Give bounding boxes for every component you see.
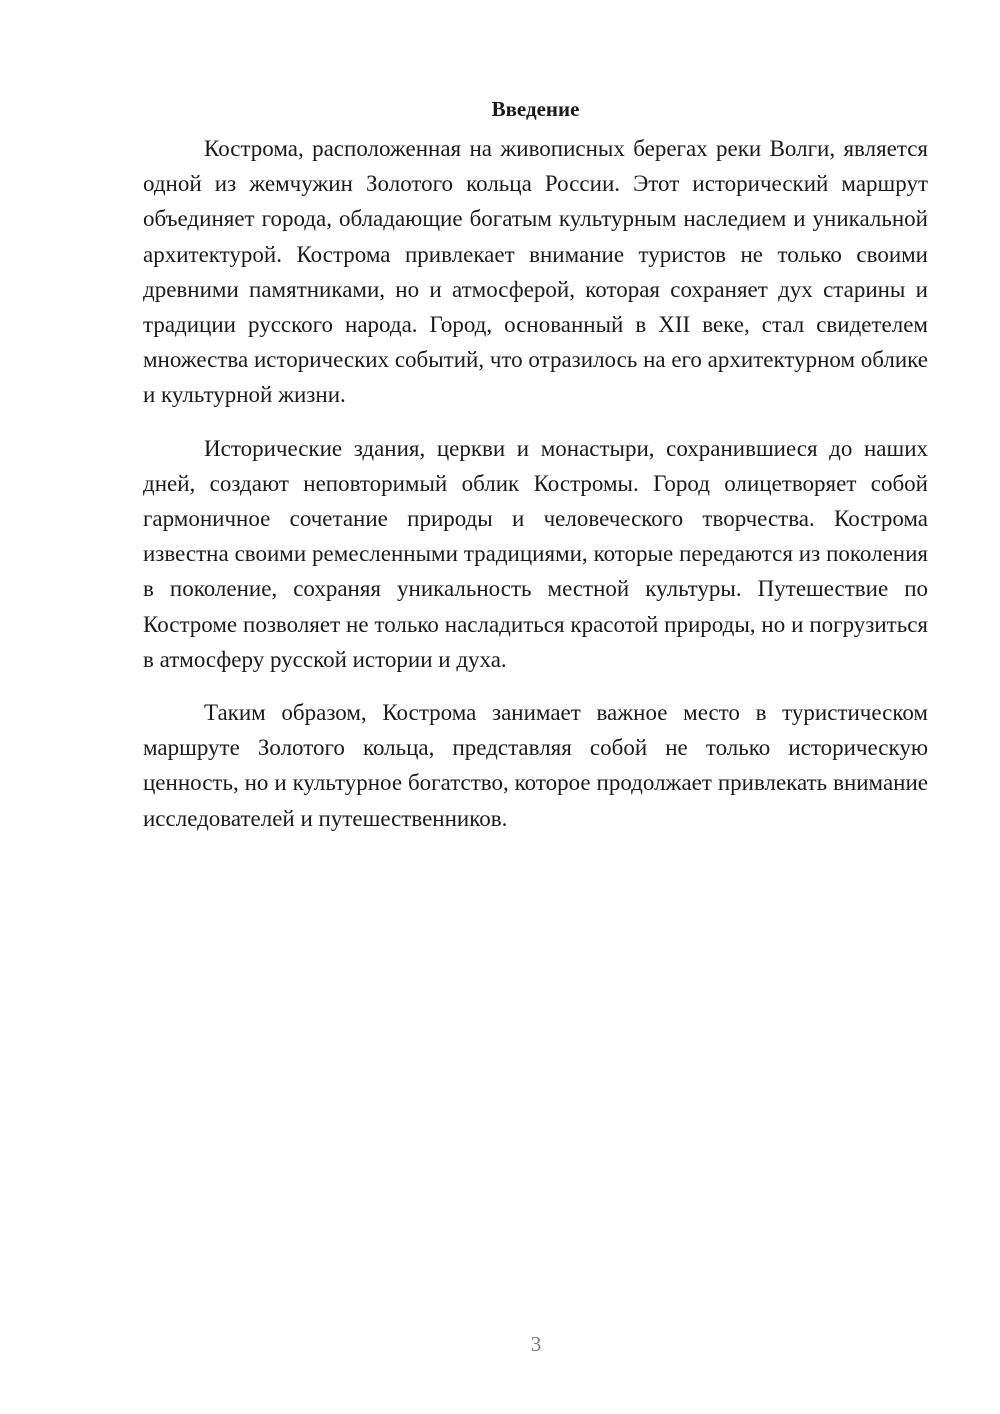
section-title: Введение xyxy=(491,97,580,121)
page-content xyxy=(143,92,928,854)
paragraph-2: Исторические здания, церкви и монастыри, сохранившиеся до наших дней, создают неповторимый облик Костромы. Город олицетворяет собой гармоничное сочетание природы и человеческого творчества. Кострома известна своими ремесленными традициями, которые передаются из поколения в поколение, сохраняя уникальность местной культуры. Путешествие по Костроме позволяет не только насладиться красотой природы, но и погрузиться в атмосферу русской истории и духа. xyxy=(143,435,928,672)
paragraph-3: Таким образом, Кострома занимает важное место в туристическом маршруте Золотого кольца, представляя собой не только историческую ценность, но и культурное богатство, которое продолжает привлекать внимание исследователей и путешественников. xyxy=(143,700,928,831)
page-number: 3 xyxy=(530,1332,542,1356)
paragraph-1: Кострома, расположенная на живописных берегах реки Волги, является одной из жемчужин Золотого кольца России. Этот исторический маршрут объединяет города, обладающие богатым культурным наследием и уникальной архитектурой. Кострома привлекает внимание туристов не только своими древними памятниками, но и атмосферой, которая сохраняет дух старины и традиции русского народа. Город, основанный в XII веке, стал свидетелем множества исторических событий, что отразилось на его архитектурном облике и культурной жизни. xyxy=(143,136,928,408)
